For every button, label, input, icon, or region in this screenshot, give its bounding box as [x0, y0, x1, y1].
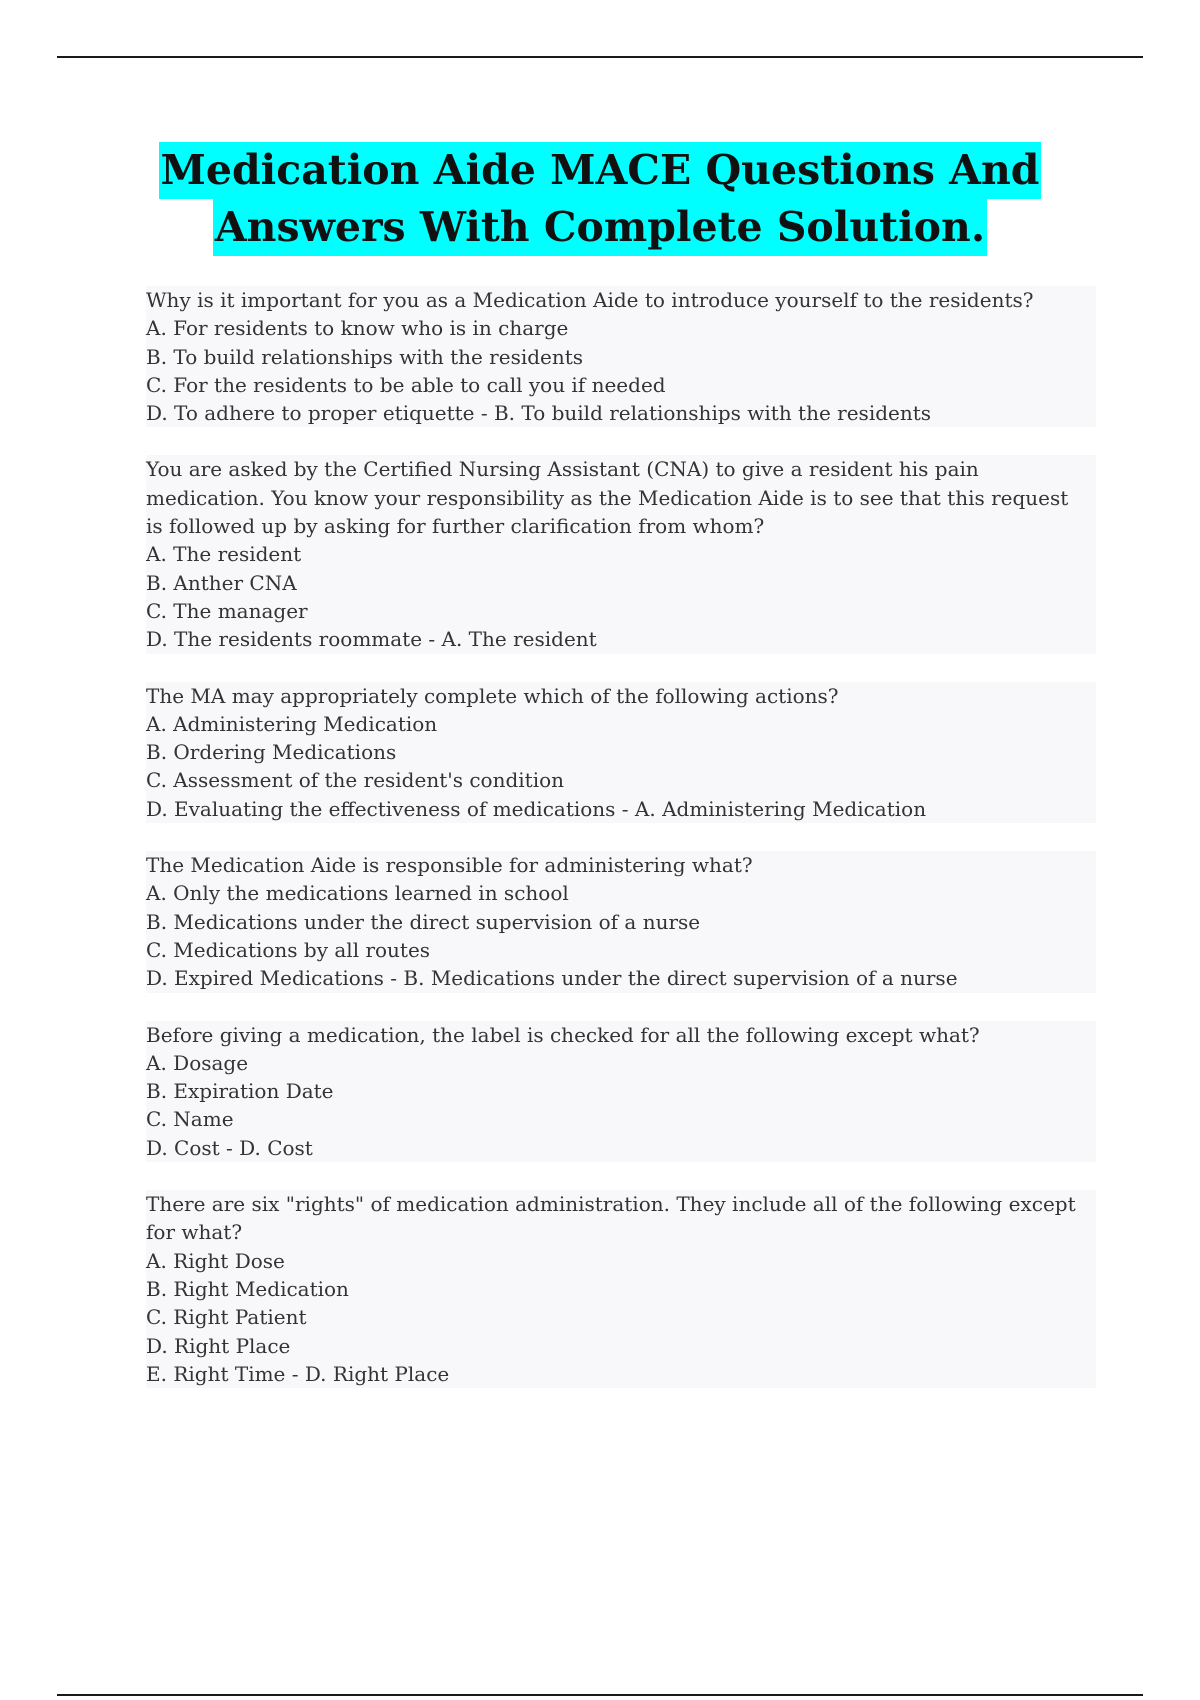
answer-option: E. Right Time - D. Right Place — [146, 1360, 1096, 1388]
answer-option: C. For the residents to be able to call you if needed — [146, 371, 1096, 399]
question-text: for what? — [146, 1218, 1096, 1246]
question-text: medication. You know your responsibility as the Medication Aide is to see that this request — [146, 484, 1096, 512]
answer-option: B. Medications under the direct supervision of a nurse — [146, 908, 1096, 936]
answer-option: C. Medications by all routes — [146, 936, 1096, 964]
question-text: Before giving a medication, the label is checked for all the following except what? — [146, 1021, 1096, 1049]
answer-option: D. The residents roommate - A. The resident — [146, 625, 1096, 653]
answer-option: B. Ordering Medications — [146, 738, 1096, 766]
question-block-3 — [146, 682, 1096, 823]
question-block-5 — [146, 1021, 1096, 1162]
question-text: The Medication Aide is responsible for administering what? — [146, 851, 1096, 879]
answer-option: B. Anther CNA — [146, 569, 1096, 597]
answer-option: A. Administering Medication — [146, 710, 1096, 738]
answer-option: A. For residents to know who is in charge — [146, 314, 1096, 342]
answer-option: D. Evaluating the effectiveness of medications - A. Administering Medication — [146, 795, 1096, 823]
answer-option: C. Assessment of the resident's condition — [146, 766, 1096, 794]
answer-option: B. Right Medication — [146, 1275, 1096, 1303]
question-list — [146, 286, 1096, 1416]
question-text: There are six "rights" of medication administration. They include all of the following except — [146, 1190, 1096, 1218]
answer-option: D. Cost - D. Cost — [146, 1134, 1096, 1162]
document-title — [0, 142, 1200, 256]
question-block-2 — [146, 455, 1096, 653]
question-text: The MA may appropriately complete which of the following actions? — [146, 682, 1096, 710]
question-text: You are asked by the Certified Nursing Assistant (CNA) to give a resident his pain — [146, 455, 1096, 483]
answer-option: A. Right Dose — [146, 1247, 1096, 1275]
question-block-6 — [146, 1190, 1096, 1388]
answer-option: D. Right Place — [146, 1332, 1096, 1360]
answer-option: C. The manager — [146, 597, 1096, 625]
question-text: is followed up by asking for further clarification from whom? — [146, 512, 1096, 540]
answer-option: A. The resident — [146, 540, 1096, 568]
question-block-1 — [146, 286, 1096, 427]
title-line-1: Medication Aide MACE Questions And — [159, 142, 1042, 199]
question-text: Why is it important for you as a Medication Aide to introduce yourself to the residents? — [146, 286, 1096, 314]
top-rule — [57, 56, 1143, 58]
answer-option: C. Right Patient — [146, 1303, 1096, 1331]
title-line-2: Answers With Complete Solution. — [213, 199, 987, 256]
answer-option: C. Name — [146, 1105, 1096, 1133]
bottom-rule — [57, 1694, 1143, 1696]
answer-option: D. Expired Medications - B. Medications under the direct supervision of a nurse — [146, 964, 1096, 992]
answer-option: B. To build relationships with the residents — [146, 343, 1096, 371]
answer-option: A. Only the medications learned in school — [146, 879, 1096, 907]
question-block-4 — [146, 851, 1096, 992]
answer-option: B. Expiration Date — [146, 1077, 1096, 1105]
answer-option: D. To adhere to proper etiquette - B. To build relationships with the residents — [146, 399, 1096, 427]
answer-option: A. Dosage — [146, 1049, 1096, 1077]
